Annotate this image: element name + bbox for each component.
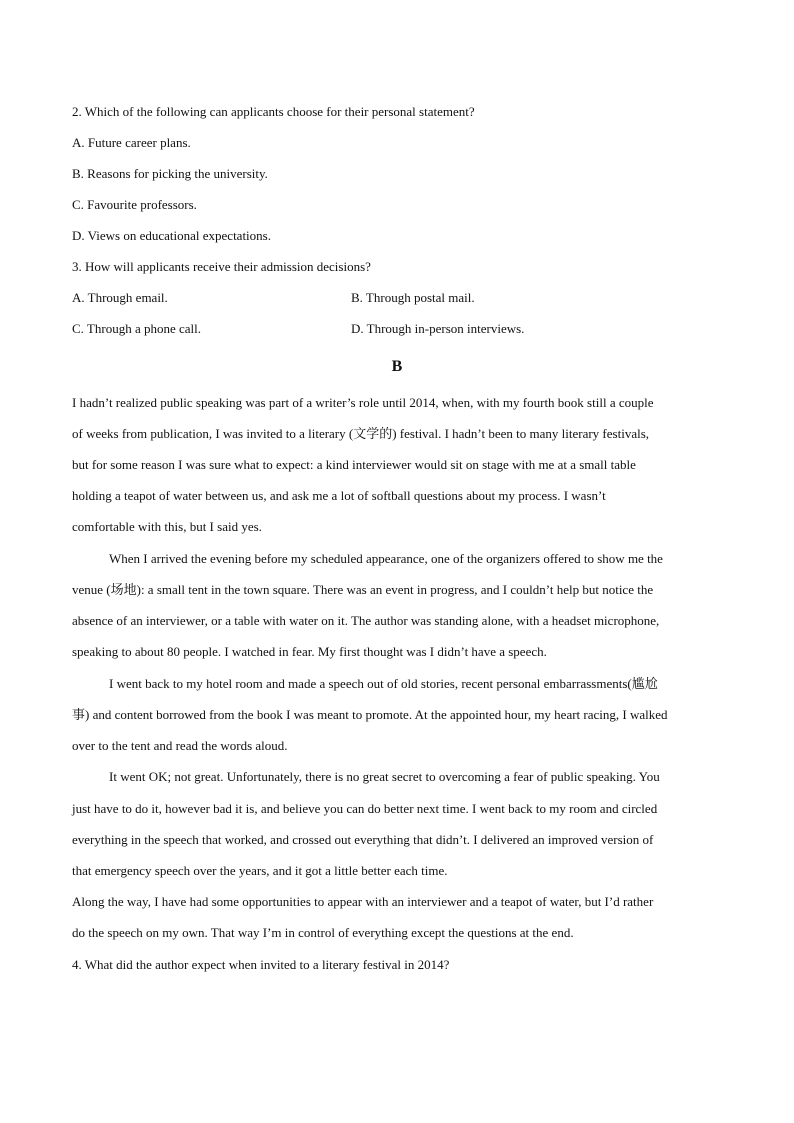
passage-line: comfortable with this, but I said yes. bbox=[72, 519, 262, 534]
question-3-option-c: C. Through a phone call. bbox=[72, 321, 202, 336]
passage-line: I hadn’t realized public speaking was part of a writer’s role until 2014, when, with my fourth book still a couple bbox=[72, 395, 654, 410]
passage-line: Along the way, I have had some opportunities to appear with an interviewer and a teapot of water, but I’d rather bbox=[72, 894, 654, 909]
question-2-option-d: D. Views on educational expectations. bbox=[72, 228, 271, 243]
passage-line: venue (场地): a small tent in the town square. There was an event in progress, and I couldn’t help but notice the bbox=[72, 582, 654, 597]
question-3-option-d: D. Through in-person interviews. bbox=[351, 321, 525, 336]
passage-line: everything in the speech that worked, and crossed out everything that didn’t. I delivered an improved version of bbox=[72, 832, 654, 847]
question-4-stem: 4. What did the author expect when invited to a literary festival in 2014? bbox=[72, 957, 450, 972]
passage-line: holding a teapot of water between us, and ask me a lot of softball questions about my process. I wasn’t bbox=[72, 488, 606, 503]
passage-line: I went back to my hotel room and made a speech out of old stories, recent personal embarrassments(尴尬 bbox=[109, 676, 658, 691]
question-2-option-c: C. Favourite professors. bbox=[72, 197, 197, 212]
passage-line: When I arrived the evening before my scheduled appearance, one of the organizers offered to show me the bbox=[109, 551, 663, 566]
passage-line: just have to do it, however bad it is, and believe you can do better next time. I went back to my room and circled bbox=[72, 801, 658, 816]
question-3-option-b: B. Through postal mail. bbox=[351, 290, 475, 305]
question-2-option-a: A. Future career plans. bbox=[72, 135, 191, 150]
passage-line: It went OK; not great. Unfortunately, there is no great secret to overcoming a fear of public speaking. You bbox=[109, 769, 660, 784]
passage-line: speaking to about 80 people. I watched in fear. My first thought was I didn’t have a speech. bbox=[72, 644, 547, 659]
section-b-heading: B bbox=[391, 358, 403, 375]
passage-line: that emergency speech over the years, and it got a little better each time. bbox=[72, 863, 448, 878]
question-3-stem: 3. How will applicants receive their admission decisions? bbox=[72, 259, 371, 274]
passage-line: but for some reason I was sure what to expect: a kind interviewer would sit on stage with me at a small table bbox=[72, 457, 636, 472]
passage-line: absence of an interviewer, or a table with water on it. The author was standing alone, with a headset microphone, bbox=[72, 613, 660, 628]
passage-line: do the speech on my own. That way I’m in control of everything except the questions at the end. bbox=[72, 925, 574, 940]
passage-line: of weeks from publication, I was invited to a literary (文学的) festival. I hadn’t been to many literary festivals, bbox=[72, 426, 650, 441]
question-2-option-b: B. Reasons for picking the university. bbox=[72, 166, 268, 181]
passage-line: 事) and content borrowed from the book I was meant to promote. At the appointed hour, my heart racing, I walked bbox=[72, 707, 668, 722]
question-2-stem: 2. Which of the following can applicants choose for their personal statement? bbox=[72, 104, 475, 119]
question-3-option-a: A. Through email. bbox=[72, 290, 168, 305]
passage-line: over to the tent and read the words aloud. bbox=[72, 738, 288, 753]
